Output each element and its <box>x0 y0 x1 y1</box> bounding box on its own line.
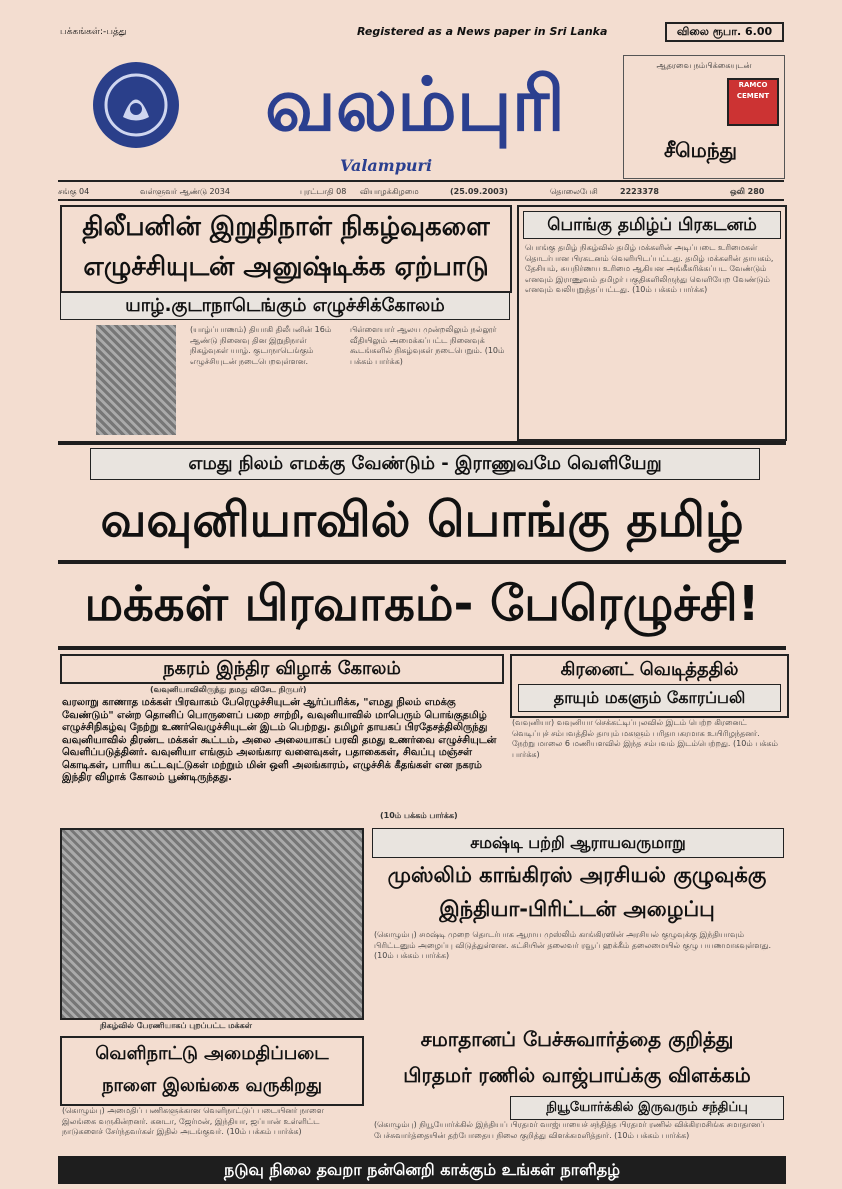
page-count: பக்கங்கள்:-பத்து <box>60 27 127 37</box>
story1-headline-1: திலீபனின் இறுதிநாள் நிகழ்வுகளை <box>82 212 490 242</box>
story7-headline-2: பிரதமர் ரணில் வாஜ்பாய்க்கு விளக்கம் <box>403 1063 751 1087</box>
story3-headline-box <box>60 654 504 684</box>
story1-headline-box <box>60 205 512 293</box>
story5-headline-2: இந்தியா-பிரிட்டன் அழைப்பு <box>439 897 715 921</box>
ramco-logo-icon: RAMCO CEMENT <box>727 78 779 126</box>
story1-subhead: யாழ்.குடாநாடெங்கும் எழுச்சிக்கோலம் <box>60 292 510 320</box>
story1-text-col2: பிள்ளையார் ஆலய முன்றலிலும் நல்லூர் வீதியிலும் அமைக்கப்பட்ட நினைவுக் கூடங்களில் நிகழ்வுகள் நடைபெறும். (10ம் பக்கம் பார்க்க) <box>350 325 505 366</box>
story5-text: (கொழும்பு) சமஷ்டி முறை தொடர்பாக ஆராய முஸ்லிம் காங்கிரஸின் அரசியல் குழுவுக்கு இந்தியாவும் பிரிட்டனும் அழைப்பு விடுத்துள்ளன. கட்சியின் தலைவர் ரவூப் ஹக்கீம் தலைமையில் குழு பயணமாகவுள்ளது. (10ம் பக்கம் பார்க்க) <box>374 930 772 960</box>
story1-text-col1: (யாழ்ப்பாணம்) தியாகி திலீபனின் 16ம் ஆண்டு நினைவு தின இறுதிநாள் நிகழ்வுகள் யாழ். குடாநாடெங்கும் எழுச்சியுடன் நடைபெறவுள்ளன. <box>190 325 332 366</box>
advert-text: ஆதரவை நம்பிக்கையுடன் <box>656 61 752 70</box>
story7-text: (கொழும்பு) நியூயோர்க்கில் இந்தியப் பிரதமர் வாஜ்பாயைச் சந்தித்த பிரதமர் ரணில் விக்கிரமசிங்க சமாதானப் பேச்சுவார்த்தையின் தற்போதைய நிலை குறித்து விளக்கமளித்தார். (10ம் பக்கம் பார்க்க) <box>374 1120 765 1140</box>
thiruvalluvar-year: வள்ளுவர் ஆண்டு 2034 <box>140 187 230 196</box>
tamil-date: புரட்டாதி 08 <box>300 187 347 196</box>
story5-kicker: சமஷ்டி பற்றி ஆராயவருமாறு <box>372 828 784 858</box>
story2-headline: பொங்கு தமிழ்ப் பிரகடனம் <box>523 211 781 239</box>
issue-date: (25.09.2003) <box>450 187 508 196</box>
story3-continuation: (10ம் பக்கம் பார்க்க) <box>380 811 458 820</box>
story6-headline-box <box>60 1036 364 1106</box>
conch-emblem-icon <box>93 62 179 148</box>
photo-caption: நிகழ்வில் பேரணியாகப் புறப்பட்ட மக்கள் <box>100 1021 252 1030</box>
masthead-title: வலம்புரி <box>264 62 566 148</box>
story4-text: (வவுனியா) வவுனியா செக்கட்டிப்புலவில் இடம் பெற்ற கிரனைட் வெடிப்புச் சம்பவத்தில் தாயும் மகளும் பரிதாபகரமாக உயிரிழந்தனர். நேற்று மாலை 6 மணியளவில் இந்த சம்பவம் இடம்பெற்றது. (10ம் பக்கம் பார்க்க) <box>512 718 778 759</box>
phone-number: 2223378 <box>620 187 659 196</box>
cement-advert <box>623 55 785 179</box>
story2-text: பொங்கு தமிழ் நிகழ்வில் தமிழ் மக்களின் அடிப்படை உரிமைகள் தொடர்பான பிரகடனம் வெளியிடப்பட்டது. தமிழ் மக்களின் தாயகம், தேசியம், சுயநிர்ணய உரிமை ஆகியன அங்கீகரிக்கப்பட வேண்டும் எனவும் இராணுவம் தமிழர் பகுதிகளிலிருந்து வெளியேற வேண்டும் எனவும் வலியுறுத்தப்பட்டது. (10ம் பக்கம் பார்க்க) <box>525 243 774 294</box>
banner-headline-1: வவுனியாவில் பொங்கு தமிழ் <box>100 492 744 548</box>
story4-headline-2: தாயும் மகளும் கோரப்பலி <box>518 684 781 712</box>
rally-photo <box>60 828 364 1020</box>
story1-headline-2: எழுச்சியுடன் அனுஷ்டிக்க ஏற்பாடு <box>83 252 489 282</box>
footer-slogan: நடுவு நிலை தவறா நன்னெறி காக்கும் உங்கள் நாளிதழ் <box>58 1156 786 1184</box>
masthead-subtitle: Valampuri <box>340 156 433 175</box>
story6-headline-2: நாளை இலங்கை வருகிறது <box>101 1075 323 1096</box>
story3-byline: (வவுனியாவிலிருந்து நமது விசேட நிருபர்) <box>150 685 307 694</box>
banner-kicker: எமது நிலம் எமக்கு வேண்டும் - இராணுவமே வெளியேறு <box>90 448 760 480</box>
advert-product: சீமெந்து <box>664 138 737 162</box>
story4-headline-1: கிரனைட் வெடித்ததில் <box>560 659 739 680</box>
story7-headline-1: சமாதானப் பேச்சுவார்த்தை குறித்து <box>420 1027 734 1051</box>
story3-headline: நகரம் இந்திர விழாக் கோலம் <box>163 658 401 679</box>
phone-label: தொலைபேசி <box>550 187 598 196</box>
story4-headline-box <box>510 654 789 718</box>
volume-number: சங்கு 04 <box>58 187 90 196</box>
story2-box <box>517 205 787 441</box>
story6-headline-1: வெளிநாட்டு அமைதிப்படை <box>95 1043 329 1064</box>
price-box: விலை ரூபா. 6.00 <box>665 22 784 42</box>
thileepan-photo <box>96 325 176 435</box>
issue-number: ஒலி 280 <box>730 187 765 196</box>
story5-headline-1: முஸ்லிம் காங்கிரஸ் அரசியல் குழுவுக்கு <box>387 863 767 887</box>
story3-text: வரலாறு காணாத மக்கள் பிரவாகம் பேரெழுச்சியுடன் ஆர்ப்பரிக்க, "எமது நிலம் எமக்கு வேண்டும்" என்ற தொனிப் பொருளைப் பறை சாற்றி, வவுனியாவில் மாபெரும் பொங்குதமிழ் எழுச்சிநிகழ்வு நேற்று உணர்வெழுச்சியுடன் இடம் பெற்றது. தமிழர் தாயகப் பிரதேசத்திலிருந்து வவுனியாவில் திரண்ட மக்கள் கூட்டம், அலை அலையாகப் பரவி தமது உணர்வை எழுச்சியுடன் வெளிப்படுத்தினர். வவுனியா எங்கும் அலங்கார வளைவுகள், பதாகைகள், சிவப்பு மஞ்சள் கொடிகள், பாரிய கட்டவுட்டுகள் மற்றும் மின் ஒளி அலங்காரம், எழுச்சிக் கீதங்கள் என நகரம் இந்திர விழாக் கோலம் பூண்டிருந்தது. <box>62 697 497 783</box>
story7-subhead: நியூயோர்க்கில் இருவரும் சந்திப்பு <box>510 1096 784 1120</box>
banner-headline-2: மக்கள் பிரவாகம்- பேரெழுச்சி! <box>84 576 760 632</box>
weekday: வியாழக்கிழமை <box>360 187 419 196</box>
registration-note: Registered as a News paper in Sri Lanka <box>357 25 608 38</box>
story6-text: (கொழும்பு) அமைதிப் பணிகளுக்கான வெளிநாட்டுப் படையினர் நாளை இலங்கை வருகின்றனர். கனடா, ஜேர்மன், இந்தியா, ஜப்பான் உள்ளிட்ட நாடுகளைச் சேர்ந்தவர்கள் இதில் அடங்குவர். (10ம் பக்கம் பார்க்க) <box>62 1106 324 1136</box>
